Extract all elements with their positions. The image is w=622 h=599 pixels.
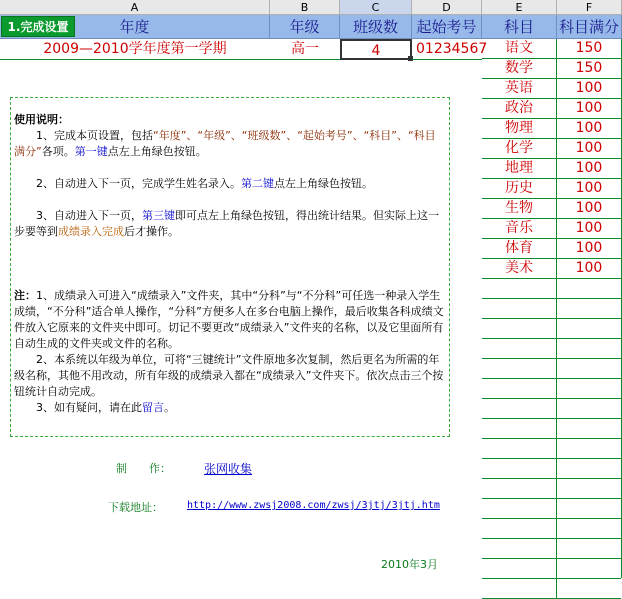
subject-score-cell[interactable]: 100 [556,99,621,119]
empty-cell[interactable] [556,339,621,359]
subject-row [482,159,621,179]
subject-score-cell[interactable]: 100 [556,199,621,219]
subject-row [482,219,621,239]
empty-cell[interactable] [556,419,621,439]
download-label: 下载地址： [108,501,163,514]
empty-cell[interactable] [556,579,621,599]
subject-name-cell[interactable]: 地理 [482,159,556,179]
key-two: 第二键 [241,177,274,190]
field-list: “年度”、“年级”、“班级数”、“起始考号”、“科目”、“科目满分” [14,129,436,158]
empty-row [482,499,621,519]
column-header-f[interactable]: F [557,0,622,15]
maker-label: 制 作： [116,462,171,475]
empty-cell[interactable] [482,439,556,459]
column-header-a[interactable]: A [0,0,270,15]
subject-name-cell[interactable]: 历史 [482,179,556,199]
empty-row [482,359,621,379]
column-header-d[interactable]: D [412,0,482,15]
subject-name-cell[interactable]: 体育 [482,239,556,259]
empty-row [482,339,621,359]
download-link[interactable]: http://www.zwsj2008.com/zwsj/3jtj/3jtj.htm [187,500,440,511]
empty-cell[interactable] [482,499,556,519]
subject-row [482,199,621,219]
header-start-number[interactable]: 起始考号 [412,15,482,39]
subject-name-cell[interactable]: 英语 [482,79,556,99]
subject-row [482,79,621,99]
subject-row [482,139,621,159]
subject-row [482,39,621,59]
subject-score-cell[interactable]: 150 [556,59,621,79]
key-three: 第三键 [142,209,175,222]
empty-cell[interactable] [482,459,556,479]
column-header-b[interactable]: B [270,0,340,15]
empty-cell[interactable] [556,559,621,579]
score-entry-link[interactable]: 成绩录入完成 [58,225,124,238]
finish-setup-button[interactable]: 1.完成设置 [1,16,75,37]
subject-row [482,99,621,119]
subject-row [482,59,621,79]
header-subject[interactable]: 科目 [482,15,557,39]
column-header-c[interactable]: C [340,0,412,15]
empty-cell[interactable] [556,479,621,499]
class-count-cell[interactable]: 4 [340,39,412,60]
empty-cell[interactable] [482,419,556,439]
empty-cell[interactable] [482,399,556,419]
note-1: 注：1、成绩录入可进入“成绩录入”文件夹，其中“分科”与“不分科”可任选一种录入学生成绩，“不分科”适合单人操作，“分科”方便多人在多台电脑上操作，最后收集各科成绩文件放入它原来的文件夹中即可。切记不要更改“成绩录入”文件夹的名称，以及它里面所有自动生成的文件夹或文件的名称。 [14,289,444,350]
maker-link[interactable]: 张网收集 [204,462,253,476]
instruction-step-1: 1、完成本页设置，包括“年度”、“年级”、“班级数”、“起始考号”、“科目”、“科目满分”各项。第一键点左上角绿色按钮。 [14,129,436,158]
empty-row [482,479,621,499]
empty-row [482,439,621,459]
subject-score-cell[interactable]: 100 [556,79,621,99]
header-year-label: 年度 [119,18,150,36]
instruction-step-2: 2、自动进入下一页，完成学生姓名录入。第二键点左上角绿色按钮。 [14,177,373,190]
subject-name-cell[interactable]: 数学 [482,59,556,79]
empty-cell[interactable] [556,319,621,339]
empty-cell[interactable] [556,359,621,379]
subject-rows [482,39,621,279]
subject-name-cell[interactable]: 政治 [482,99,556,119]
key-one: 第一键 [74,145,108,158]
subject-score-cell[interactable]: 100 [556,159,621,179]
empty-cell[interactable] [482,479,556,499]
subject-name-cell[interactable]: 物理 [482,119,556,139]
note-2: 2、本系统以年级为单位，可将“三键统计”文件原地多次复制，然后更名为所需的年级名称，其他不用改动，所有年级的成绩录入都在“成绩录入”文件夹下。依次点击三个按钮统计自动完成。 [14,353,444,398]
empty-cell[interactable] [482,539,556,559]
empty-cell[interactable] [556,519,621,539]
subject-name-cell[interactable]: 音乐 [482,219,556,239]
subject-row [482,239,621,259]
empty-cell[interactable] [556,499,621,519]
subject-name-cell[interactable]: 生物 [482,199,556,219]
empty-row [482,399,621,419]
subject-row [482,119,621,139]
grade-cell[interactable]: 高一 [270,39,340,60]
empty-cell[interactable] [482,319,556,339]
column-header-e[interactable]: E [482,0,557,15]
subject-table [482,39,622,578]
empty-row [482,559,621,579]
empty-cell[interactable] [482,519,556,539]
empty-row [482,419,621,439]
empty-cell[interactable] [556,459,621,479]
empty-cell[interactable] [556,379,621,399]
subject-score-cell[interactable]: 100 [556,239,621,259]
empty-cell[interactable] [482,359,556,379]
empty-cell[interactable] [482,559,556,579]
empty-row [482,459,621,479]
empty-cell[interactable] [482,379,556,399]
subject-score-cell[interactable]: 100 [556,119,621,139]
message-link[interactable]: 留言 [142,401,164,414]
subject-row [482,259,621,279]
empty-cell[interactable] [482,579,556,599]
empty-cell[interactable] [556,279,621,299]
empty-cell[interactable] [482,339,556,359]
subject-score-cell[interactable]: 100 [556,179,621,199]
subject-name-cell[interactable]: 语文 [482,39,556,59]
subject-row [482,179,621,199]
empty-cell[interactable] [482,299,556,319]
empty-row [482,539,621,559]
date-text: 2010年3月 [381,558,438,571]
empty-row [482,379,621,399]
subject-score-cell[interactable]: 150 [556,39,621,59]
empty-row [482,279,621,299]
subject-name-cell[interactable]: 美术 [482,259,556,279]
subject-score-cell[interactable]: 100 [556,219,621,239]
instruction-step-3: 3、自动进入下一页，第三键即可点左上角绿色按钮，得出统计结果。但实际上这一步要等到成绩录入完成后才操作。 [14,209,439,238]
empty-cell[interactable] [556,299,621,319]
start-number-cell[interactable]: 01234567 [412,39,482,60]
empty-row [482,519,621,539]
empty-cell[interactable] [556,439,621,459]
header-class-count[interactable]: 班级数 [340,15,412,39]
empty-row [482,319,621,339]
empty-rows [482,279,621,599]
empty-cell[interactable] [482,279,556,299]
empty-cell[interactable] [556,399,621,419]
instructions-box [10,97,450,437]
note-3: 3、如有疑问，请在此留言。 [14,401,175,414]
empty-row [482,299,621,319]
header-grade[interactable]: 年级 [270,15,340,39]
empty-row [482,579,621,599]
subject-name-cell[interactable]: 化学 [482,139,556,159]
empty-cell[interactable] [556,539,621,559]
header-full-score[interactable]: 科目满分 [557,15,622,39]
instructions-title: 使用说明： [14,113,69,126]
subject-score-cell[interactable]: 100 [556,259,621,279]
subject-score-cell[interactable]: 100 [556,139,621,159]
year-cell[interactable]: 2009—2010学年度第一学期 [0,39,270,60]
